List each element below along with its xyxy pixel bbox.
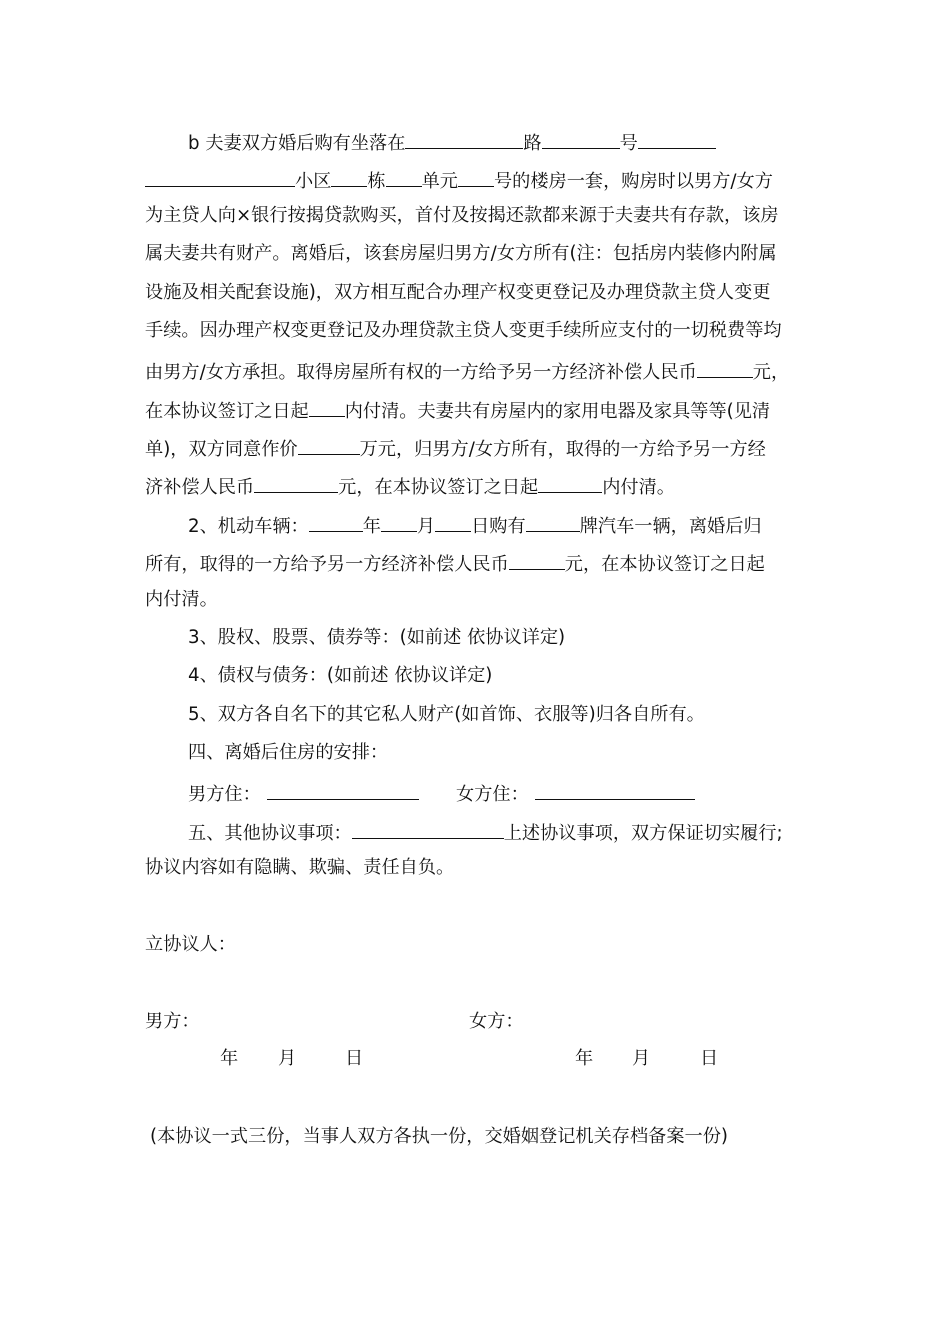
vehicle-line-1 — [188, 511, 762, 539]
item-5: 5、双方各自名下的其它私人财产(如首饰、衣服等)归各自所有。 — [188, 704, 705, 725]
house-line-6: 手续。因办理产权变更登记及办理贷款主贷人变更手续所应支付的一切税费等均 — [145, 320, 782, 341]
blank-field — [145, 166, 295, 187]
blank-field — [435, 511, 471, 532]
text: 2、机动车辆： — [188, 516, 309, 537]
blank-field — [352, 818, 504, 839]
text: 在本协议签订之日起 — [145, 401, 309, 422]
text: 所有，取得的一方给予另一方经济补偿人民币 — [145, 554, 509, 575]
female-date-year: 年 — [575, 1048, 594, 1069]
blank-field — [386, 166, 422, 187]
text: 日购有 — [471, 516, 526, 537]
blank-field — [309, 511, 363, 532]
section-4-heading: 四、离婚后住房的安排： — [188, 742, 389, 763]
blank-field — [542, 128, 620, 149]
section-5-line-2: 协议内容如有隐瞒、欺骗、责任自负。 — [145, 857, 455, 878]
text: 由男方/女方承担。取得房屋所有权的一方给予另一方经济补偿人民币 — [145, 362, 697, 383]
text: 年 — [362, 516, 381, 537]
female-residence — [456, 779, 695, 807]
vehicle-line-3: 内付清。 — [145, 589, 218, 610]
text: 女方住： — [456, 784, 529, 805]
text: 万元，归男方/女方所有，取得的一方给予另一方经 — [359, 439, 766, 460]
item-4: 4、债权与债务：(如前述 依协议详定) — [188, 665, 493, 686]
blank-field — [254, 472, 338, 493]
text: 单)，双方同意作价 — [145, 439, 298, 460]
blank-field — [458, 166, 494, 187]
blank-field — [526, 511, 580, 532]
house-line-5: 设施及相关配套设施)，双方相互配合办理产权变更登记及办理贷款主贷人变更 — [145, 282, 771, 303]
vehicle-line-2 — [145, 549, 765, 577]
male-date-month: 月 — [278, 1048, 297, 1069]
text: 单元 — [421, 171, 458, 192]
footnote: (本协议一式三份，当事人双方各执一份，交婚姻登记机关存档备案一份) — [150, 1126, 729, 1147]
female-signature-label: 女方： — [469, 1011, 524, 1032]
text: 小区 — [295, 171, 332, 192]
text: 号 — [619, 133, 638, 154]
text: 五、其他协议事项： — [188, 823, 352, 844]
text: 内付清。夫妻共有房屋内的家用电器及家具等等(见清 — [344, 401, 771, 422]
house-line-8 — [145, 396, 770, 424]
house-line-9 — [145, 434, 766, 462]
text: b 夫妻双方婚后购有坐落在 — [188, 133, 406, 154]
text: 元，在本协议签订之日起 — [564, 554, 765, 575]
house-line-10 — [145, 472, 675, 500]
blank-field — [298, 434, 360, 455]
house-line-3: 为主贷人向×银行按揭贷款购买，首付及按揭还款都来源于夫妻共有存款，该房 — [145, 205, 779, 226]
blank-field — [331, 166, 367, 187]
blank-field — [405, 128, 523, 149]
text: 内付清。 — [602, 477, 675, 498]
blank-field — [309, 396, 345, 417]
blank-field — [538, 472, 602, 493]
blank-field — [381, 511, 417, 532]
female-date-day: 日 — [700, 1048, 719, 1069]
male-date-day: 日 — [345, 1048, 364, 1069]
text: 元，在本协议签订之日起 — [338, 477, 539, 498]
house-line-4: 属夫妻共有财产。离婚后，该套房屋归男方/女方所有(注：包括房内装修内附属 — [145, 243, 777, 264]
blank-field — [267, 779, 419, 800]
text: 月 — [416, 516, 436, 537]
text: 号的楼房一套，购房时以男方/女方 — [493, 171, 773, 192]
blank-field — [697, 357, 753, 378]
text: 路 — [523, 133, 542, 154]
blank-field — [535, 779, 695, 800]
blank-field — [638, 128, 716, 149]
male-signature-label: 男方： — [145, 1011, 200, 1032]
house-line-1 — [188, 128, 716, 156]
blank-field — [509, 549, 565, 570]
text: 牌汽车一辆，离婚后归 — [579, 516, 762, 537]
signatory-label: 立协议人： — [145, 934, 236, 955]
text: 上述协议事项，双方保证切实履行; — [503, 823, 783, 844]
text: 元， — [752, 362, 790, 383]
item-3: 3、股权、股票、债券等：(如前述 依协议详定) — [188, 627, 566, 648]
text: 栋 — [367, 171, 386, 192]
text: 男方住： — [188, 784, 261, 805]
male-residence — [188, 779, 419, 807]
text: 济补偿人民币 — [145, 477, 255, 498]
male-date-year: 年 — [220, 1048, 239, 1069]
house-line-2 — [145, 166, 773, 194]
section-5-line-1 — [188, 818, 783, 846]
female-date-month: 月 — [632, 1048, 651, 1069]
house-line-7 — [145, 357, 789, 385]
